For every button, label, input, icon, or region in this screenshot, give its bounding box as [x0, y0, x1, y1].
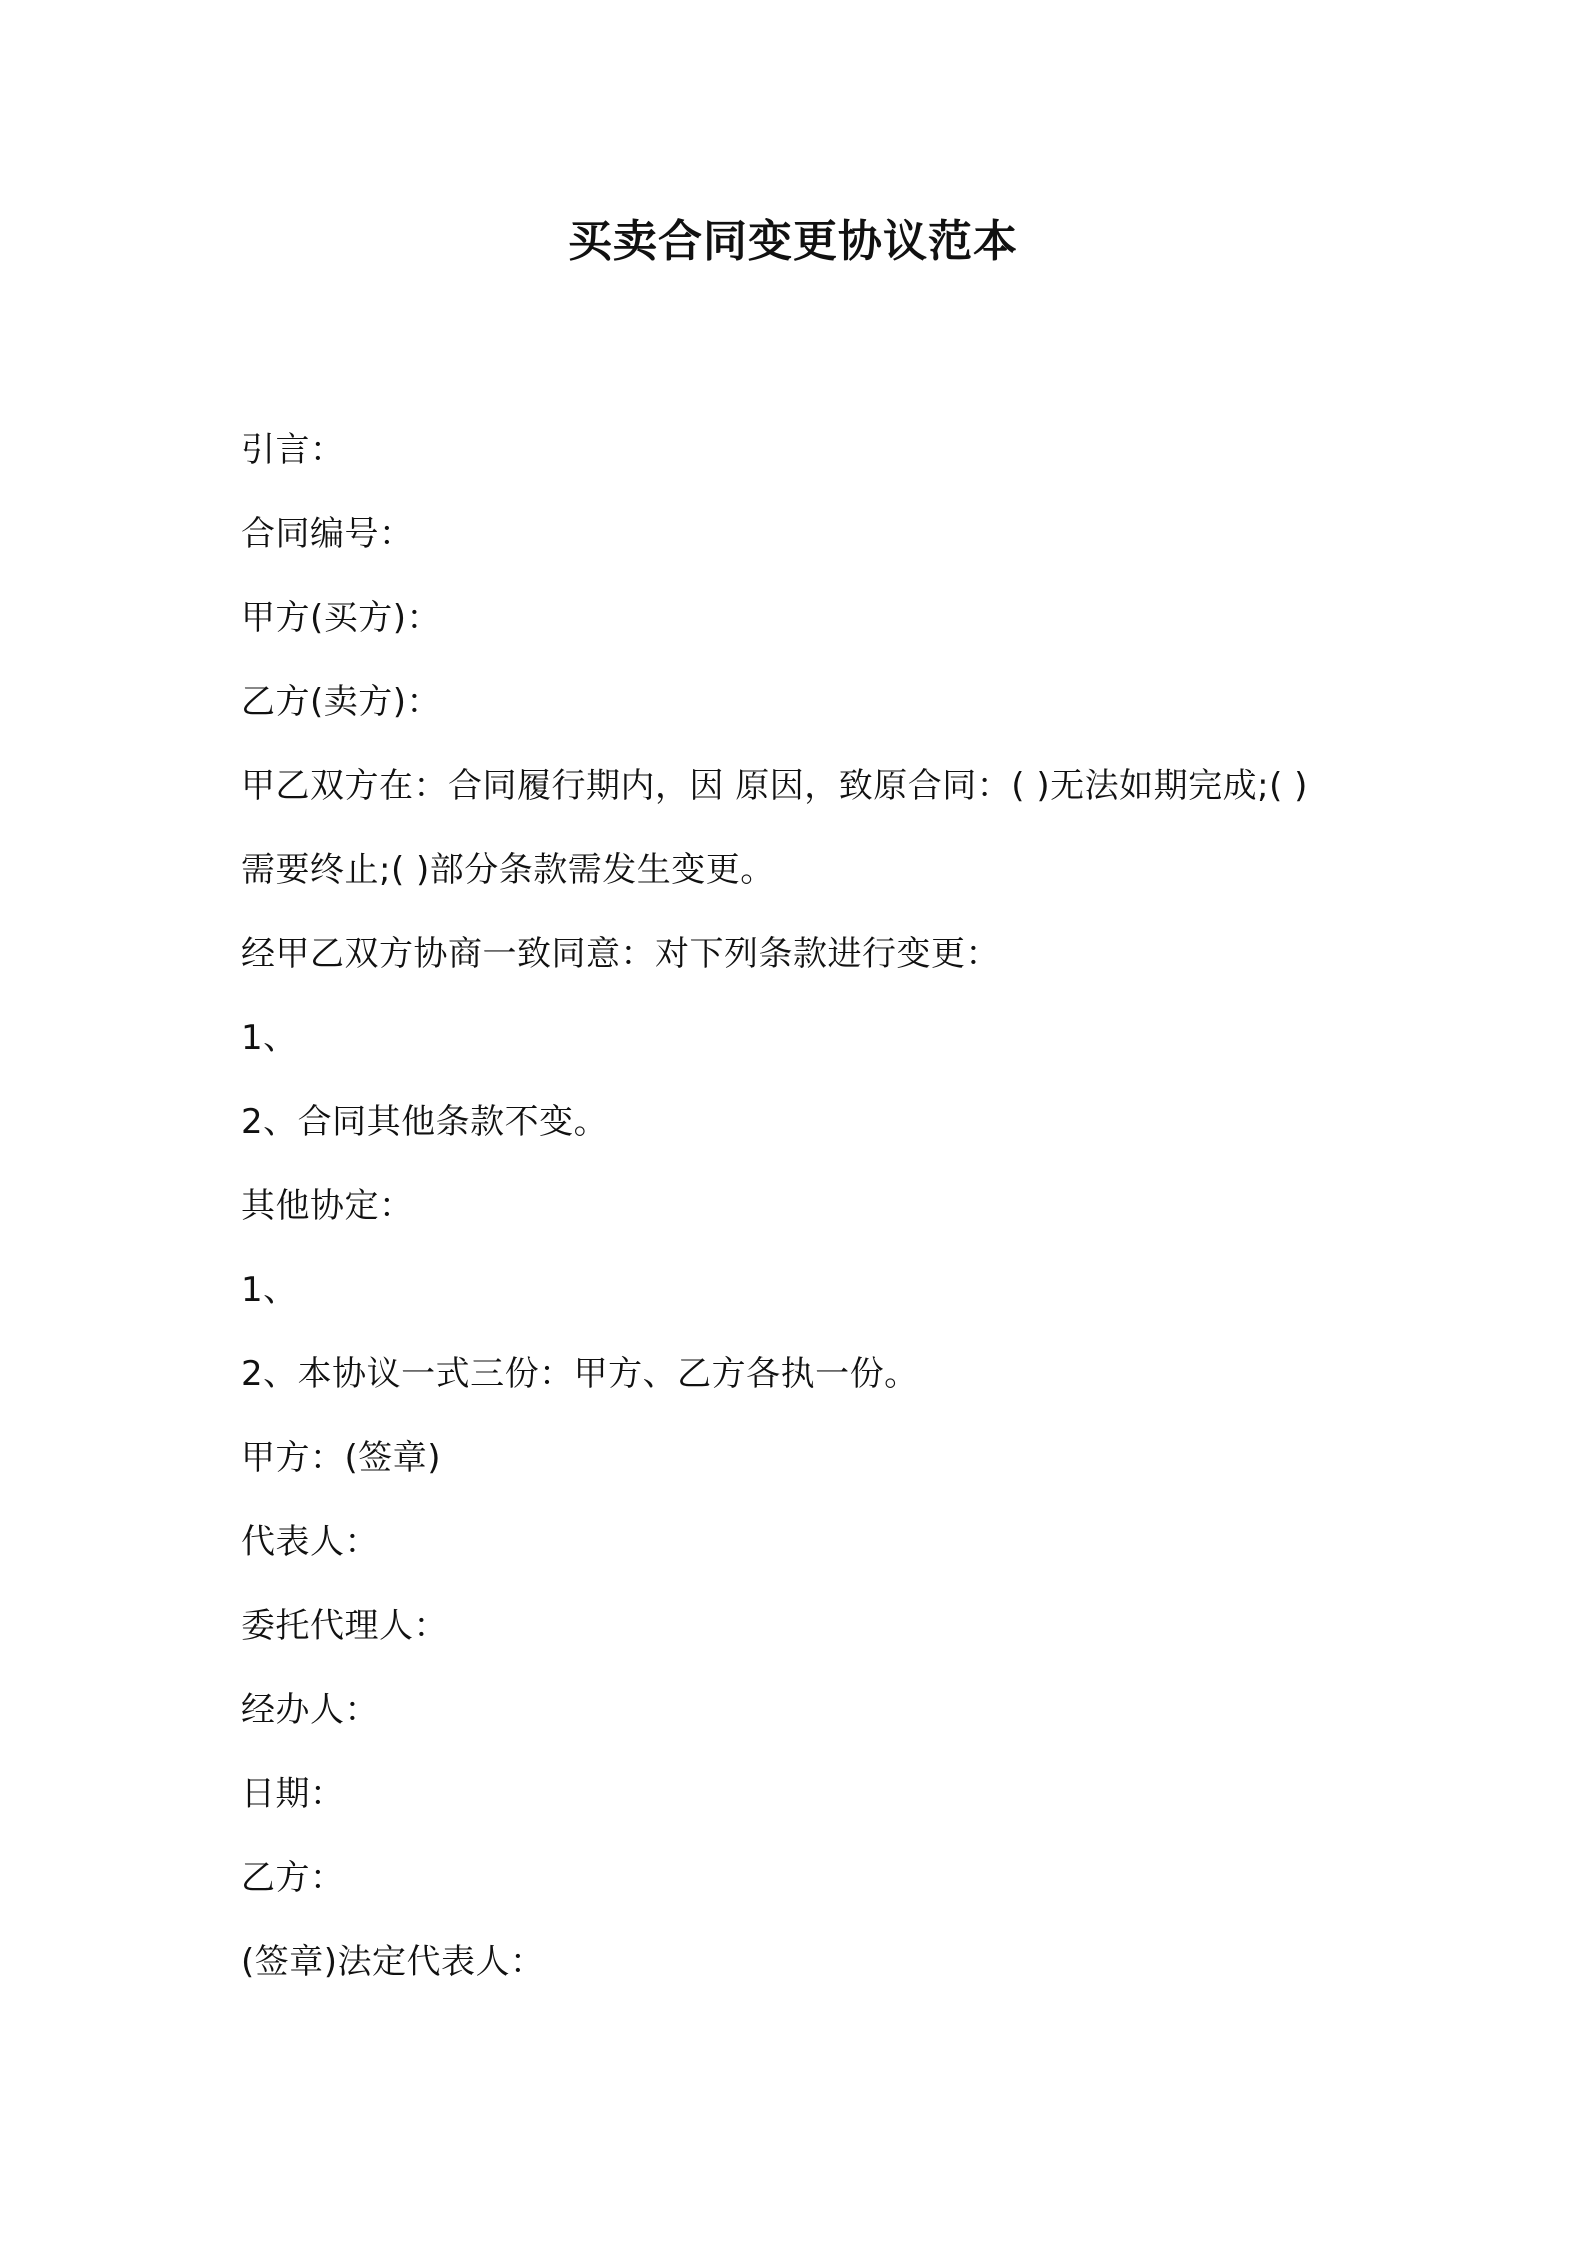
reason-paragraph-line-2: 需要终止;( )部分条款需发生变更。: [241, 850, 775, 890]
document-title: 买卖合同变更协议范本: [568, 216, 1018, 267]
party-b-label: 乙方：: [241, 1858, 345, 1898]
other-agreements-heading: 其他协定：: [241, 1186, 414, 1226]
contract-number-label: 合同编号：: [241, 514, 414, 554]
other-item-1: 1、: [241, 1270, 298, 1310]
authorized-agent-label: 委托代理人：: [241, 1606, 448, 1646]
representative-label: 代表人：: [241, 1522, 379, 1562]
intro-label: 引言：: [241, 430, 345, 470]
other-item-2: 2、本协议一式三份：甲方、乙方各执一份。: [241, 1354, 919, 1394]
document-body: [241, 408, 1381, 2004]
change-item-2: 2、合同其他条款不变。: [241, 1102, 609, 1142]
date-label: 日期：: [241, 1774, 345, 1814]
party-a-signature: 甲方：(签章): [241, 1438, 442, 1478]
party-b-legal-representative: (签章)法定代表人：: [241, 1942, 545, 1982]
reason-paragraph-line-1: 甲乙双方在：合同履行期内，因 原因，致原合同：( )无法如期完成;( ): [241, 766, 1308, 806]
agreement-statement: 经甲乙双方协商一致同意：对下列条款进行变更：: [241, 934, 1000, 974]
handler-label: 经办人：: [241, 1690, 379, 1730]
change-item-1: 1、: [241, 1018, 298, 1058]
party-a-buyer-label: 甲方(买方)：: [241, 598, 442, 638]
party-b-seller-label: 乙方(卖方)：: [241, 682, 442, 722]
